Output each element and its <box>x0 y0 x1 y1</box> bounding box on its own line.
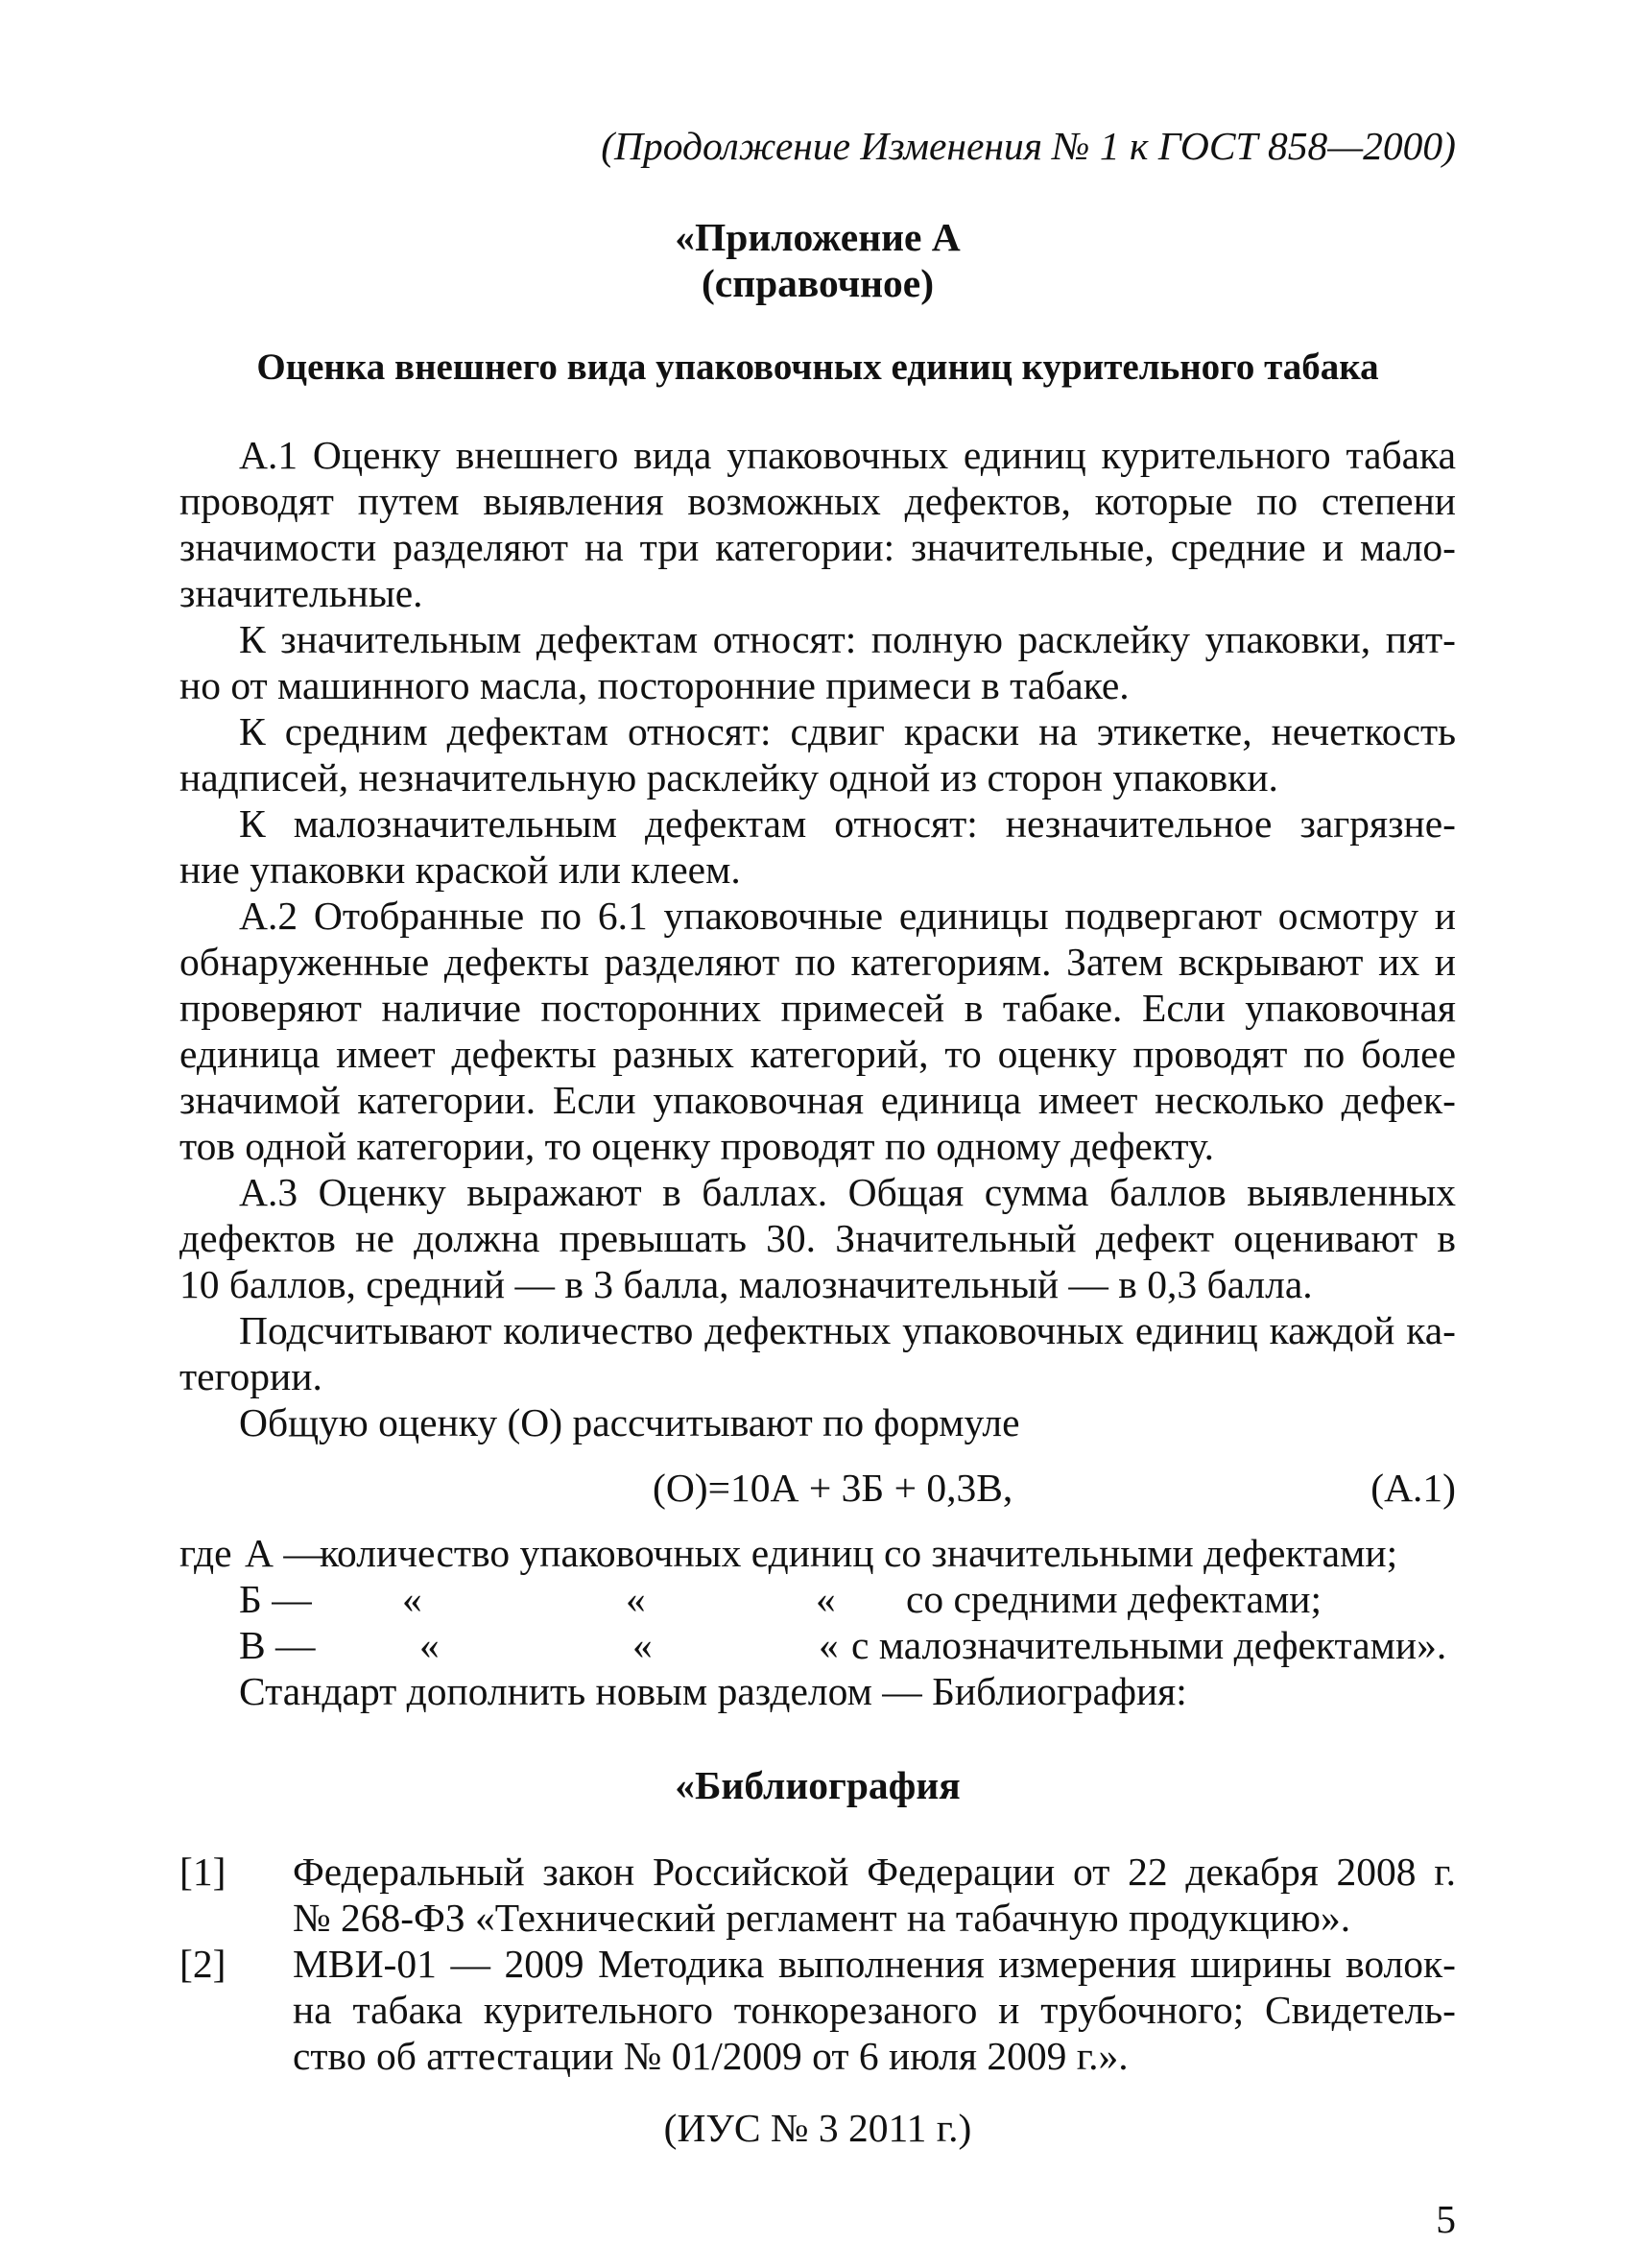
body-line: проверяют наличие посторонних примесей в табаке. Если упаковочная <box>179 986 1456 1030</box>
ditto-mark: « <box>816 1577 836 1621</box>
body-line: дефектов не должна превышать 30. Значительный дефект оценивают в <box>179 1216 1456 1260</box>
bibliography-line: на табака курительного тонкорезаного и трубочного; Свидетель- <box>293 1988 1456 2032</box>
body-line: А.3 Оценку выражают в баллах. Общая сумма баллов выявленных <box>239 1170 1456 1214</box>
bibliography-line: № 268-ФЗ «Технический регламент на табачную продукцию». <box>293 1896 1351 1940</box>
body-line: А.2 Отобранные по 6.1 упаковочные единицы подвергают осмотру и <box>239 894 1456 938</box>
formula-expression: (О)=10А + 3Б + 0,3В, <box>653 1466 1013 1510</box>
source-reference: (ИУС № 3 2011 г.) <box>663 2106 972 2150</box>
where-row-c <box>179 1622 1456 1668</box>
page-number: 5 <box>1436 2197 1456 2241</box>
bibliography-line: ство об аттестации № 01/2009 от 6 июля 2009 г.». <box>293 2034 1129 2078</box>
body-line: тегории. <box>179 1354 322 1398</box>
formula-row <box>179 1465 1456 1511</box>
section-heading: Оценка внешнего вида упаковочных единиц курительного табака <box>256 346 1379 388</box>
body-line: Подсчитывают количество дефектных упаковочных единиц каждой ка- <box>239 1308 1456 1352</box>
ditto-mark: « <box>632 1623 653 1667</box>
body-line: Общую оценку (О) рассчитывают по формуле <box>239 1400 1020 1444</box>
where-symbol: В — <box>239 1623 316 1667</box>
body-line: проводят путем выявления возможных дефектов, которые по степени <box>179 479 1456 523</box>
body-line: А.1 Оценку внешнего вида упаковочных единиц курительного табака <box>239 433 1456 477</box>
ditto-mark: « <box>402 1577 422 1621</box>
body-line: К значительным дефектам относят: полную расклейку упаковки, пят- <box>239 617 1456 661</box>
where-row-b <box>179 1576 1456 1622</box>
body-line: значительные. <box>179 571 423 615</box>
where-text: количество упаковочных единиц со значительными дефектами; <box>320 1531 1398 1575</box>
where-text: с малозначительными дефектами». <box>851 1623 1447 1667</box>
body-line: единица имеет дефекты разных категорий, то оценку проводят по более <box>179 1032 1456 1076</box>
bibliography-item <box>179 1849 1456 1941</box>
body-line: К малозначительным дефектам относят: незначительное загрязне- <box>239 801 1456 846</box>
body-line: но от машинного масла, посторонние примеси в табаке. <box>179 663 1130 707</box>
body-line: значимой категории. Если упаковочная единица имеет несколько дефек- <box>179 1078 1456 1122</box>
bibliography-line: Федеральный закон Российской Федерации от 22 декабря 2008 г. <box>293 1850 1456 1894</box>
body-line: ние упаковки краской или клеем. <box>179 848 741 892</box>
appendix-title: «Приложение А <box>675 215 961 259</box>
where-text: со средними дефектами; <box>906 1577 1322 1621</box>
ditto-mark: « <box>819 1623 839 1667</box>
bibliography-number: [1] <box>179 1850 226 1894</box>
formula-number: (А.1) <box>1370 1466 1456 1510</box>
body-line: К средним дефектам относят: сдвиг краски на этикетке, нечеткость <box>239 709 1456 753</box>
ditto-mark: « <box>626 1577 646 1621</box>
body-line: значимости разделяют на три категории: значительные, средние и мало- <box>179 525 1456 569</box>
where-row-a <box>179 1530 1456 1576</box>
where-prefix: где <box>179 1531 232 1575</box>
where-symbol: А — <box>245 1531 323 1575</box>
bibliography-number: [2] <box>179 1942 226 1986</box>
bibliography-item <box>179 1941 1456 2079</box>
appendix-subtitle: (справочное) <box>701 261 935 305</box>
where-symbol: Б — <box>239 1577 312 1621</box>
ditto-mark: « <box>419 1623 440 1667</box>
body-line: обнаруженные дефекты разделяют по категориям. Затем вскрывают их и <box>179 940 1456 984</box>
body-line: тов одной категории, то оценку проводят по одному дефекту. <box>179 1124 1214 1168</box>
bibliography-title: «Библиография <box>675 1763 961 1807</box>
body-line: 10 баллов, средний — в 3 балла, малозначительный — в 0,3 балла. <box>179 1262 1313 1306</box>
body-line: надписей, незначительную расклейку одной из сторон упаковки. <box>179 755 1278 800</box>
bibliography-line: МВИ-01 — 2009 Методика выполнения измерения ширины волок- <box>293 1942 1456 1986</box>
continuation-header: (Продолжение Изменения № 1 к ГОСТ 858—2000) <box>601 124 1456 168</box>
supplement-note: Стандарт дополнить новым разделом — Библиография: <box>239 1669 1187 1713</box>
